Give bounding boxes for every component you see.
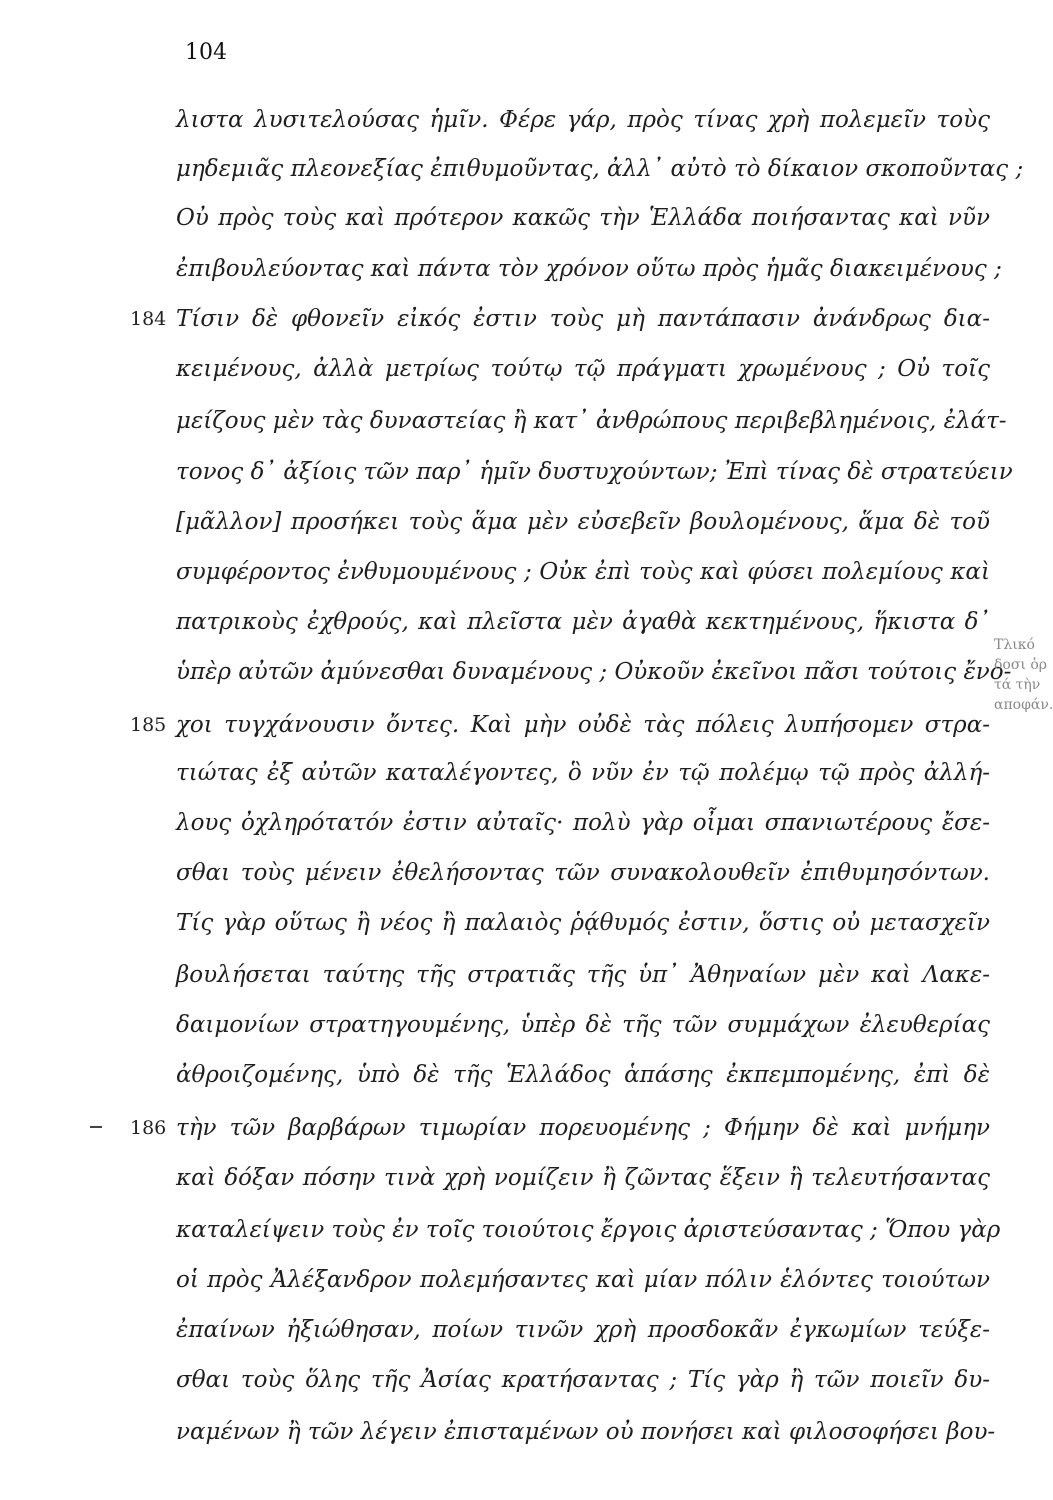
text-line: τιώτας ἐξ αὐτῶν καταλέγοντες, ὃ νῦν ἐν τῷ πολέμῳ τῷ πρὸς ἀλλή- [176, 760, 990, 786]
text-line: [μᾶλλον] προσήκει τοὺς ἅμα μὲν εὐσεβεῖν βουλομένους, ἅμα δὲ τοῦ [176, 509, 990, 535]
margin-fragment: δοσι ὁρ [994, 657, 1048, 673]
text-line: σθαι τοὺς μένειν ἐθελήσοντας τῶν συνακολουθεῖν ἐπιθυμησόντων. [176, 860, 990, 886]
text-line: οἱ πρὸς Ἀλέξανδρον πολεμήσαντες καὶ μίαν πόλιν ἑλόντες τοιούτων [176, 1267, 990, 1293]
margin-fragment: τά τὴν [994, 677, 1041, 693]
text-line: Οὐ πρὸς τοὺς καὶ πρότερον κακῶς τὴν Ἑλλάδα ποιήσαντας καὶ νῦν [176, 205, 990, 231]
stray-pen-mark [90, 1126, 102, 1128]
text-line: Τίς γὰρ οὕτως ἢ νέος ἢ παλαιὸς ῥᾴθυμός ἐστιν, ὅστις οὐ μετασχεῖν [176, 910, 990, 936]
text-line: δαιμονίων στρατηγουμένης, ὑπὲρ δὲ τῆς τῶν συμμάχων ἐλευθερίας [176, 1012, 990, 1038]
text-line: μηδεμιᾶς πλεονεξίας ἐπιθυμοῦντας, ἀλλ᾽ αὐτὸ τὸ δίκαιον σκοποῦντας ; [176, 156, 1024, 182]
text-line: Τίσιν δὲ φθονεῖν εἰκός ἐστιν τοὺς μὴ παντάπασιν ἀνάνδρως δια- [176, 306, 990, 332]
text-line: χοι τυγχάνουσιν ὄντες. Καὶ μὴν οὐδὲ τὰς πόλεις λυπήσομεν στρα- [176, 712, 990, 738]
text-line: λιστα λυσιτελούσας ἡμῖν. Φέρε γάρ, πρὸς τίνας χρὴ πολεμεῖν τοὺς [176, 107, 990, 133]
text-line: τὴν τῶν βαρβάρων τιμωρίαν πορευομένης ; Φήμην δὲ καὶ μνήμην [176, 1115, 990, 1141]
section-number: 184 [130, 308, 167, 330]
text-line: καταλείψειν τοὺς ἐν τοῖς τοιούτοις ἔργοις ἀριστεύσαντας ; Ὅπου γὰρ [176, 1217, 1001, 1243]
text-line: σθαι τοὺς ὅλης τῆς Ἀσίας κρατήσαντας ; Τίς γὰρ ἢ τῶν ποιεῖν δυ- [176, 1367, 990, 1393]
text-line: πατρικοὺς ἐχθρούς, καὶ πλεῖστα μὲν ἀγαθὰ κεκτημένους, ἥκιστα δ᾽ [176, 609, 990, 635]
text-line: ὑπὲρ αὐτῶν ἀμύνεσθαι δυναμένους ; Οὐκοῦν ἐκεῖνοι πᾶσι τούτοις ἔνο- [176, 659, 1012, 685]
text-line: ἐπαίνων ἠξιώθησαν, ποίων τινῶν χρὴ προσδοκᾶν ἐγκωμίων τεύξε- [176, 1317, 990, 1343]
text-line: λους ὀχληρότατόν ἐστιν αὐταῖς· πολὺ γὰρ οἶμαι σπανιωτέρους ἔσε- [176, 810, 990, 836]
text-line: κειμένους, ἀλλὰ μετρίως τούτῳ τῷ πράγματι χρωμένους ; Οὐ τοῖς [176, 356, 990, 382]
text-line: συμφέροντος ἐνθυμουμένους ; Οὐκ ἐπὶ τοὺς καὶ φύσει πολεμίους καὶ [176, 559, 990, 585]
margin-fragment: αποφάν. [994, 697, 1053, 713]
margin-fragment: Τλικό [994, 637, 1035, 653]
text-line: ναμένων ἢ τῶν λέγειν ἐπισταμένων οὐ πονήσει καὶ φιλοσοφήσει βου- [176, 1419, 996, 1445]
text-line: ἐπιβουλεύοντας καὶ πάντα τὸν χρόνον οὕτω πρὸς ἡμᾶς διακειμένους ; [176, 256, 1002, 282]
section-number: 185 [130, 714, 167, 736]
text-line: καὶ δόξαν πόσην τινὰ χρὴ νομίζειν ἢ ζῶντας ἕξειν ἢ τελευτήσαντας [176, 1165, 990, 1191]
text-line: βουλήσεται ταύτης τῆς στρατιᾶς τῆς ὑπ᾽ Ἀθηναίων μὲν καὶ Λακε- [176, 962, 990, 988]
text-line: τονος δ᾽ ἀξίοις τῶν παρ᾽ ἡμῖν δυστυχούντων; Ἐπὶ τίνας δὲ στρατεύειν [176, 459, 1013, 485]
text-line: μείζους μὲν τὰς δυναστείας ἢ κατ᾽ ἀνθρώπους περιβεβλημένοις, ἐλάτ- [176, 408, 1007, 434]
page-number: 104 [185, 40, 227, 65]
text-line: ἀθροιζομένης, ὑπὸ δὲ τῆς Ἑλλάδος ἁπάσης ἐκπεμπομένης, ἐπὶ δὲ [176, 1062, 990, 1088]
section-number: 186 [130, 1117, 167, 1139]
